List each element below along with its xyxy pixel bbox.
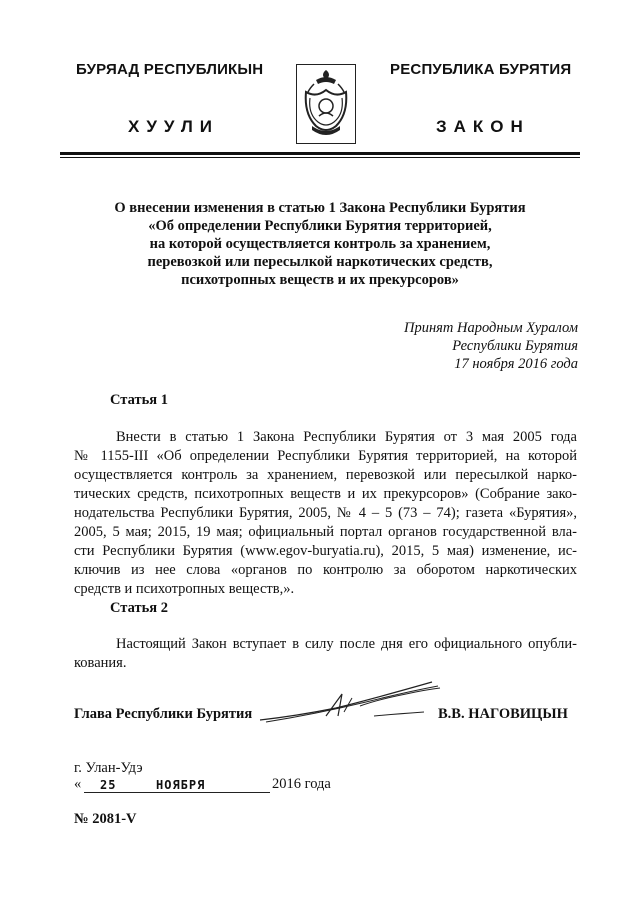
header-right-top: РЕСПУБЛИКА БУРЯТИЯ <box>390 61 572 78</box>
article-1-line: Внести в статью 1 Закона Республики Бурятия от 3 мая 2005 года <box>116 429 577 445</box>
date-open-quote: « <box>74 776 82 792</box>
article-1-line: сти Республики Бурятия (www.egov-buryatia.ru), 2015, 5 мая) изменение, ис- <box>74 543 577 559</box>
document-title <box>60 199 580 289</box>
article-1-line: средств и психотропных веществ,». <box>74 581 295 597</box>
article-1-line: тических средств, психотропных веществ и их прекурсоров» (Собрание зако- <box>74 486 577 502</box>
signatory-name: В.В. НАГОВИЦЫН <box>438 706 568 722</box>
handwritten-signature <box>256 676 446 728</box>
article-2-heading: Статья 2 <box>110 600 168 616</box>
article-1-line: 2005, 5 мая; 2015, 19 мая; официальный портал органов государственной вла- <box>74 524 577 540</box>
city: г. Улан-Удэ <box>74 760 143 776</box>
header-right-bottom: ЗАКОН <box>436 117 530 136</box>
title-line: О внесении изменения в статью 1 Закона Республики Бурятия <box>114 200 526 216</box>
adoption-note <box>404 319 578 373</box>
date-year: 2016 года <box>272 776 331 792</box>
article-2-line: Настоящий Закон вступает в силу после дня его официального опубли- <box>116 636 577 652</box>
header-left-bottom: ХУУЛИ <box>128 117 219 136</box>
article-1-line: № 1155-III «Об определении Республики Бурятия территорией, на которой <box>74 448 577 464</box>
header-left-top: БУРЯАД РЕСПУБЛИКЫН <box>76 61 264 78</box>
signature-title: Глава Республики Бурятия <box>74 706 253 722</box>
title-line: психотропных веществ и их прекурсоров» <box>181 272 459 288</box>
adoption-line: Принят Народным Хуралом <box>403 320 578 336</box>
article-2-body <box>74 635 577 673</box>
title-line: перевозкой или пересылкой наркотических средств, <box>147 254 493 270</box>
adoption-line: 17 ноября 2016 года <box>454 356 578 372</box>
law-number: № 2081-V <box>74 811 137 827</box>
header-rule-thin <box>60 157 580 158</box>
article-1-line: нодательства Республики Бурятия, 2005, № 4 – 5 (73 – 74); газета «Бурятия», <box>74 505 577 521</box>
article-1-line: ключив из нее слова «органов по контролю за оборотом наркотических <box>74 562 577 578</box>
title-line: «Об определении Республики Бурятия территорией, <box>148 218 492 234</box>
header-rule-thick <box>60 152 580 155</box>
article-1-line: осуществляется контроль за хранением, перевозкой или пересылкой нарко- <box>74 467 577 483</box>
article-1-heading: Статья 1 <box>110 392 168 408</box>
coat-of-arms-emblem-icon <box>296 64 356 144</box>
title-line: на которой осуществляется контроль за хранением, <box>149 236 491 252</box>
date-underline <box>84 792 270 793</box>
article-1-body <box>74 428 577 599</box>
date-day: 25 <box>100 778 117 792</box>
date-month: НОЯБРЯ <box>156 778 206 792</box>
adoption-line: Республики Бурятия <box>452 338 578 354</box>
article-2-line: кования. <box>74 655 127 671</box>
